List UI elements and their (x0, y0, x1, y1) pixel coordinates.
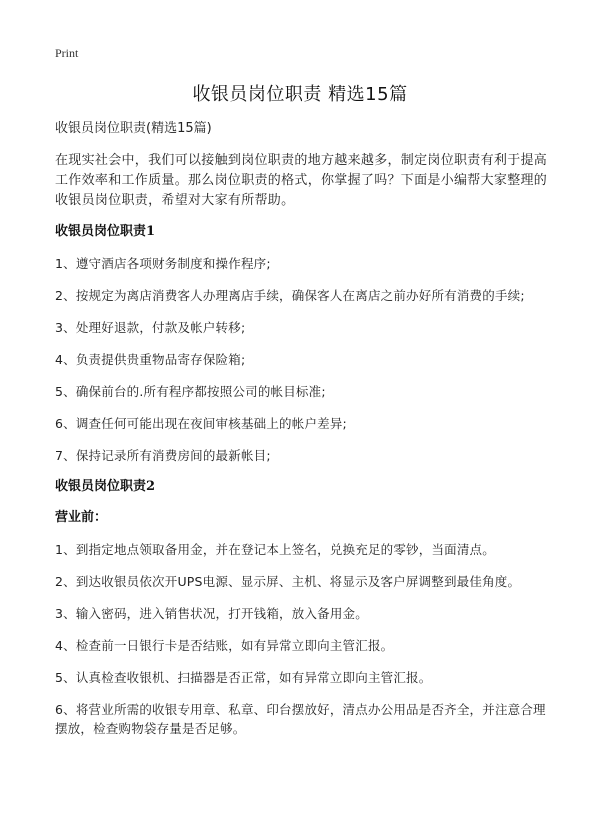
list-item: 6、将营业所需的收银专用章、私章、印台摆放好，清点办公用品是否齐全，并注意合理摆放，检查购物袋存量是否足够。 (55, 702, 546, 736)
section-heading: 收银员岗位职责1 (55, 224, 156, 239)
section-2 (55, 478, 550, 738)
list-item: 1、遵守酒店各项财务制度和操作程序; (55, 256, 271, 271)
document-subtitle: 收银员岗位职责(精选15篇) (55, 121, 212, 136)
list-item: 4、负责提供贵重物品寄存保险箱; (55, 352, 246, 367)
print-label: Print (55, 46, 79, 60)
list-item: 3、处理好退款，付款及帐户转移; (55, 320, 246, 335)
section-subheading: 营业前： (55, 510, 108, 525)
document-body (55, 120, 550, 751)
list-item: 5、确保前台的.所有程序都按照公司的帐目标准; (55, 384, 326, 399)
list-item: 4、检查前一日银行卡是否结账，如有异常立即向主管汇报。 (55, 638, 394, 653)
list-item: 6、调查任何可能出现在夜间审核基础上的帐户差异; (55, 416, 347, 431)
list-item: 2、到达收银员依次开UPS电源、显示屏、主机、将显示及客户屏调整到最佳角度。 (55, 574, 521, 589)
section-1 (55, 223, 550, 465)
document-title: 收银员岗位职责 精选15篇 (192, 84, 408, 105)
list-item: 2、按规定为离店消费客人办理离店手续，确保客人在离店之前办好所有消费的手续; (55, 288, 525, 303)
list-item: 1、到指定地点领取备用金，并在登记本上签名，兑换充足的零钞，当面清点。 (55, 542, 495, 557)
intro-paragraph: 在现实社会中，我们可以接触到岗位职责的地方越来越多，制定岗位职责有利于提高工作效率和工作质量。那么岗位职责的格式，你掌握了吗？下面是小编帮大家整理的收银员岗位职责，希望对大家有所帮助。 (55, 153, 548, 208)
list-item: 7、保持记录所有消费房间的最新帐目; (55, 448, 271, 463)
list-item: 5、认真检查收银机、扫描器是否正常，如有异常立即向主管汇报。 (55, 670, 432, 685)
list-item: 3、输入密码，进入销售状况，打开钱箱，放入备用金。 (55, 606, 368, 621)
section-heading: 收银员岗位职责2 (55, 479, 156, 494)
